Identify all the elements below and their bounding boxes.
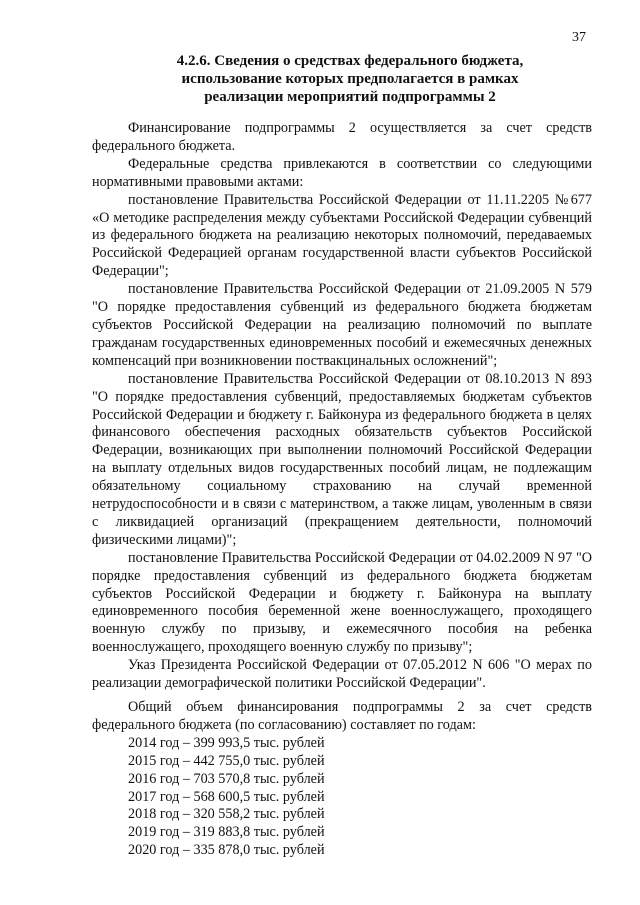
- heading-line: реализации мероприятий подпрограммы 2: [204, 89, 496, 105]
- document-body: [92, 120, 592, 860]
- paragraph-legal-acts-intro: Федеральные средства привлекаются в соответствии со следующими нормативными правовыми актами:: [92, 155, 592, 190]
- paragraph-total-funding: Общий объем финансирования подпрограммы 2 за счет средств федерального бюджета (по согласованию) составляет по годам:: [92, 699, 592, 733]
- funding-year-item: 2018 год – 320 558,2 тыс. рублей: [128, 806, 325, 823]
- funding-year-item: 2020 год – 335 878,0 тыс. рублей: [128, 842, 325, 859]
- funding-year-item: 2016 год – 703 570,8 тыс. рублей: [128, 770, 325, 787]
- funding-year-item: 2019 год – 319 883,8 тыс. рублей: [128, 824, 325, 841]
- funding-year-item: 2014 год – 399 993,5 тыс. рублей: [128, 734, 325, 751]
- paragraph-financing-source: Финансирование подпрограммы 2 осуществляется за счет средств федерального бюджета.: [92, 120, 592, 154]
- paragraph-presidential-decree-606: Указ Президента Российской Федерации от 07.05.2012 N 606 "О мерах по реализации демографической политики Российской Федерации".: [92, 657, 592, 692]
- paragraph-decree-97: постановление Правительства Российской Федерации от 04.02.2009 N 97 "О порядке предоставления субвенций из федерального бюджета бюджетам субъектов Российской Федерации и бюджету г. Байконура на выплату единовременного пособия беременной жене военнослужащего, проходящего военную службу по призыву, и ежемесячного пособия на ребенка военнослужащего, проходящего военную службу по призыву";: [92, 549, 592, 656]
- heading-line: использование которых предполагается в рамках: [181, 71, 519, 87]
- section-heading: [150, 52, 550, 106]
- funding-year-item: 2015 год – 442 755,0 тыс. рублей: [128, 752, 325, 769]
- funding-by-year-list: [92, 735, 592, 860]
- heading-line: 4.2.6. Сведения о средствах федерального бюджета,: [176, 53, 524, 69]
- paragraph-decree-579: постановление Правительства Российской Федерации от 21.09.2005 N 579 "О порядке предоставления субвенций из федерального бюджета бюджетам субъектов Российской Федерации на реализацию полномочий по выплате гражданам государственных единовременных пособий и ежемесячных денежных компенсаций при возникновении поствакцинальных осложнений";: [92, 281, 592, 369]
- funding-year-item: 2017 год – 568 600,5 тыс. рублей: [128, 788, 325, 805]
- page-number: 37: [572, 30, 586, 45]
- paragraph-decree-893: постановление Правительства Российской Федерации от 08.10.2013 N 893 "О порядке предоставления субвенций, предоставляемых бюджетам субъектов Российской Федерации и бюджету г. Байконура из федерального бюджета в целях финансового обеспечения расходных обязательств субъектов Российской Федерации, возникающих при выполнении полномочий Российской Федерации на выплату отдельных видов государственных пособий лицам, не подлежащим обязательному социальному страхованию на случай временной нетрудоспособности и в связи с материнством, а также лицам, уволенным в связи с ликвидацией организаций (прекращением деятельности, полномочий физическими лицами)";: [92, 370, 592, 548]
- paragraph-decree-677: постановление Правительства Российской Федерации от 11.11.2205 №677 «О методике распределения между субъектами Российской Федерации субвенций из федерального бюджета на реализацию некоторых полномочий, передаваемых Российской Федерацией органам государственной власти субъектов Российской Федерации";: [92, 191, 592, 280]
